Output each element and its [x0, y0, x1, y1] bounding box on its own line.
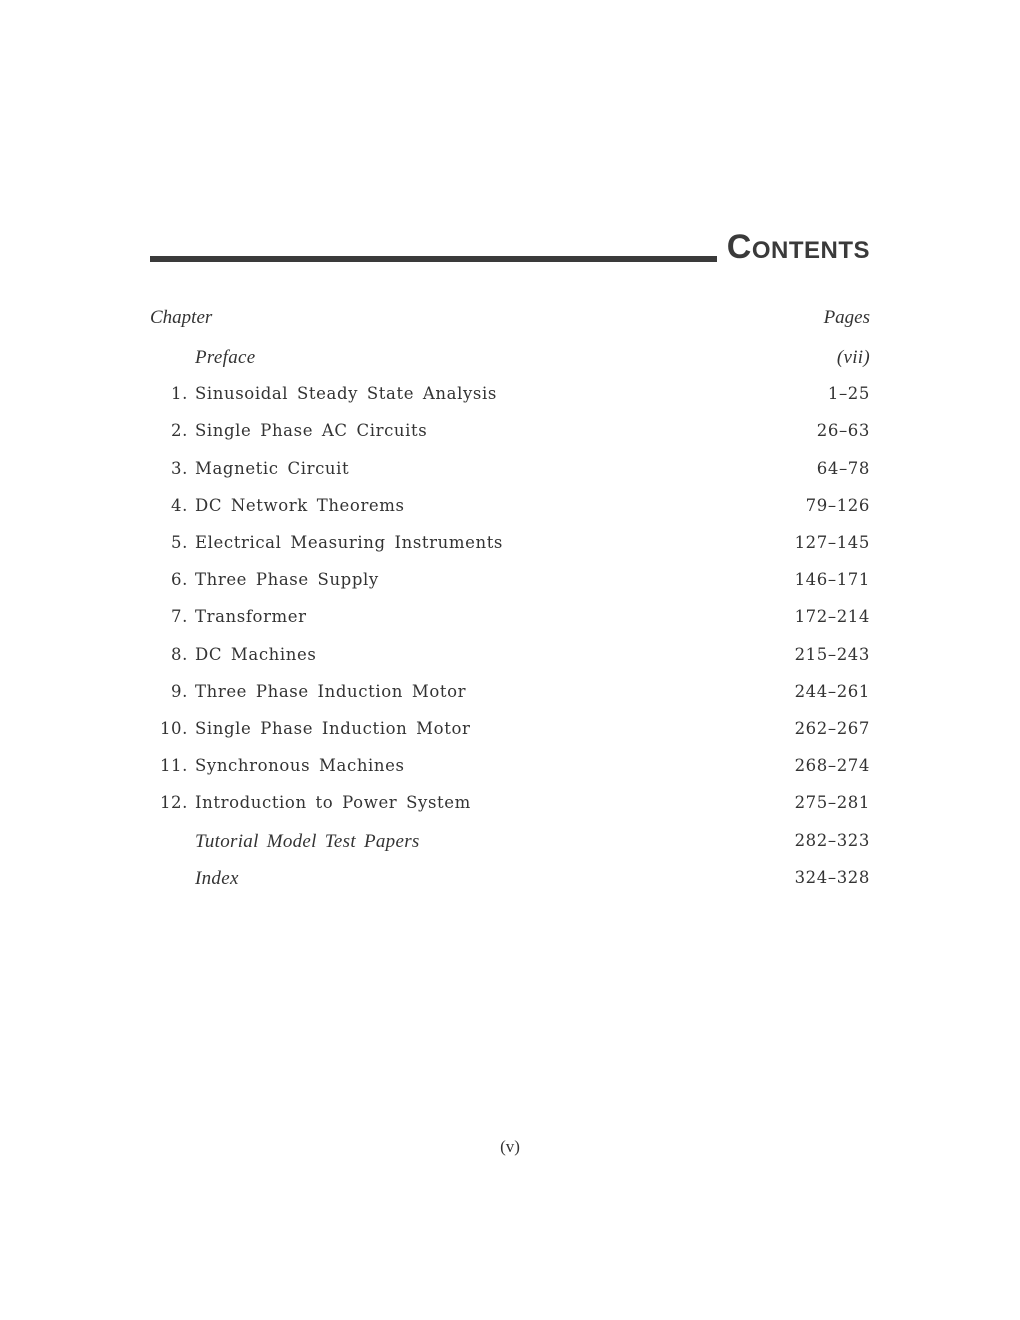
- chapter-title: Tutorial Model Test Papers: [195, 830, 420, 852]
- page-range: 262–267: [794, 719, 870, 738]
- toc-entry[interactable]: [150, 459, 870, 483]
- page-range: 146–171: [794, 570, 870, 590]
- toc-entry[interactable]: [150, 793, 870, 817]
- chapter-title: Three Phase Induction Motor: [195, 681, 467, 701]
- page-range: 26–63: [816, 421, 870, 441]
- chapter-title: Single Phase AC Circuits: [195, 421, 428, 441]
- toc-entry[interactable]: [150, 645, 870, 669]
- chapter-header: Chapter: [150, 307, 213, 328]
- chapter-number: 9.: [171, 681, 188, 701]
- chapter-number: 3.: [171, 458, 188, 478]
- page-range: 64–78: [816, 458, 870, 478]
- chapter-number: 4.: [171, 495, 188, 515]
- chapter-title: DC Machines: [195, 644, 317, 664]
- page-range: 1–25: [827, 384, 870, 404]
- title-rule: [150, 256, 717, 262]
- chapter-title: Magnetic Circuit: [195, 458, 350, 478]
- chapter-title: Introduction to Power System: [195, 793, 471, 813]
- toc-entry[interactable]: [150, 421, 870, 445]
- toc-entry[interactable]: [150, 347, 870, 371]
- page-range: (vii): [836, 347, 870, 368]
- chapter-title: Transformer: [195, 607, 307, 627]
- chapter-number: 11.: [159, 756, 188, 776]
- chapter-title: Electrical Measuring Instruments: [195, 533, 504, 552]
- chapter-title: Synchronous Machines: [195, 756, 405, 776]
- toc-entry[interactable]: [150, 570, 870, 594]
- chapter-number: 8.: [171, 644, 188, 664]
- page-range: 215–243: [794, 644, 870, 664]
- page-range: 275–281: [794, 793, 870, 813]
- chapter-title: Single Phase Induction Motor: [195, 719, 471, 738]
- toc-entry[interactable]: [150, 868, 870, 892]
- toc-entry[interactable]: [150, 533, 870, 557]
- chapter-title: DC Network Theorems: [195, 495, 405, 515]
- toc-entry[interactable]: [150, 719, 870, 743]
- toc-entry[interactable]: [150, 831, 870, 855]
- chapter-number: 2.: [171, 421, 188, 441]
- chapter-number: 5.: [171, 533, 188, 552]
- page-range: 172–214: [794, 607, 870, 627]
- page-title: Contents: [726, 228, 870, 266]
- toc-entry[interactable]: [150, 682, 870, 706]
- chapter-title: Index: [195, 867, 239, 889]
- toc-entry[interactable]: [150, 496, 870, 520]
- chapter-title: Three Phase Supply: [195, 570, 379, 590]
- page-range: 244–261: [794, 681, 870, 701]
- page-range: 79–126: [805, 495, 870, 515]
- toc-entry[interactable]: [150, 384, 870, 408]
- pages-header: Pages: [823, 307, 870, 328]
- chapter-number: 10.: [159, 719, 188, 738]
- chapter-title: Sinusoidal Steady State Analysis: [195, 384, 497, 404]
- chapter-number: 7.: [171, 607, 188, 627]
- toc-entry[interactable]: [150, 756, 870, 780]
- page-range: 282–323: [794, 830, 870, 850]
- chapter-number: 1.: [171, 384, 188, 404]
- page-range: 127–145: [794, 533, 870, 552]
- page-number: (v): [500, 1137, 520, 1156]
- toc-entry[interactable]: [150, 607, 870, 631]
- chapter-number: 12.: [159, 793, 188, 813]
- chapter-title: Preface: [195, 347, 256, 368]
- page-range: 324–328: [794, 867, 870, 887]
- page-range: 268–274: [794, 756, 870, 776]
- chapter-number: 6.: [171, 570, 188, 590]
